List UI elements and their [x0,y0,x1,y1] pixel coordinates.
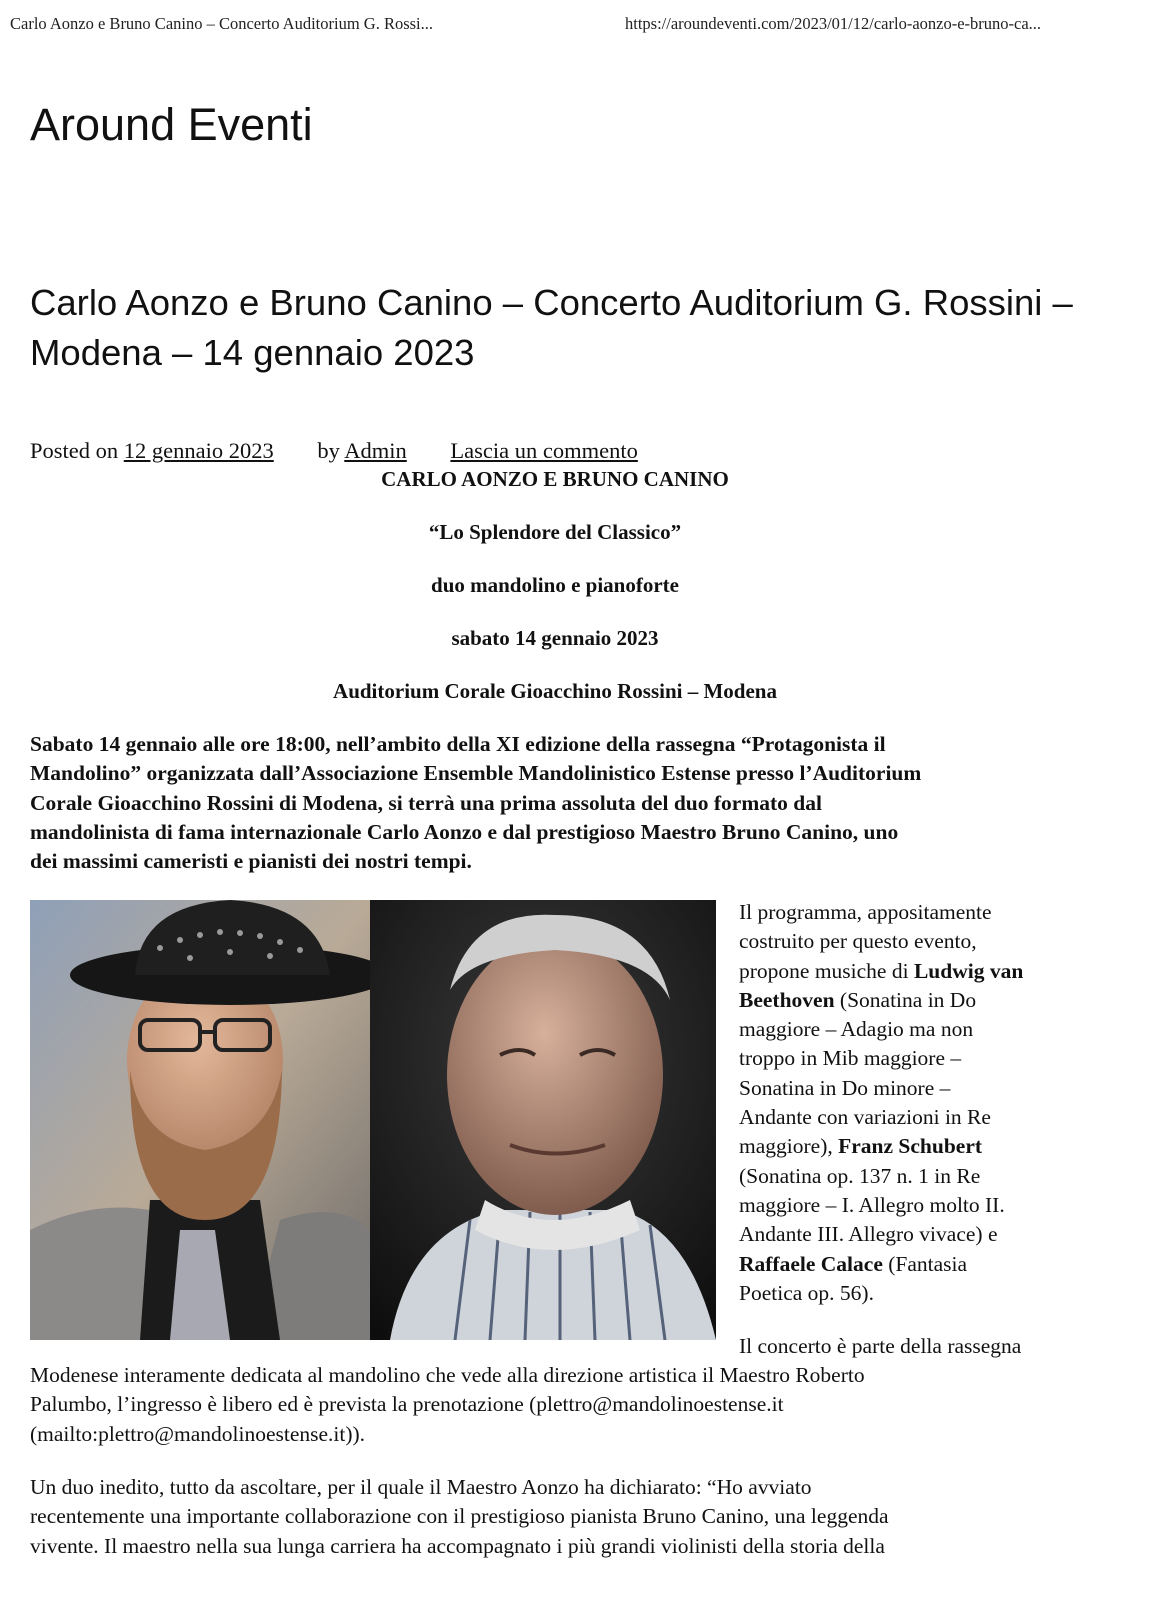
program-line: Poetica op. 56). [739,1280,874,1305]
concert-line: Modenese interamente dedicata al mandolino che vede alla direzione artistica il Maestro Roberto [30,1363,865,1387]
quote-line: Un duo inedito, tutto da ascoltare, per il quale il Maestro Aonzo ha dichiarato: “Ho avviato [30,1475,812,1499]
concert-date: sabato 14 gennaio 2023 [451,626,659,650]
performers-heading: CARLO AONZO E BRUNO CANINO [381,467,729,491]
performers-photo [30,900,716,1340]
lead-line: dei massimi cameristi e pianisti dei nostri tempi. [30,849,472,874]
post-meta [30,436,638,466]
program-line [739,1250,1099,1279]
program-line: maggiore – I. Allegro molto II. [739,1192,1005,1217]
print-header [10,14,1134,36]
concert-line: Palumbo, l’ingresso è libero ed è prevista la prenotazione (plettro@mandolinoestense.it [30,1392,784,1417]
print-header-title: Carlo Aonzo e Bruno Canino – Concerto Auditorium G. Rossi... [10,14,434,33]
lead-paragraph [30,730,1100,876]
concert-line: (mailto:plettro@mandolinoestense.it)). [30,1421,366,1446]
program-line: costruito per questo evento, [739,929,977,954]
composer-name: Ludwig van [913,958,1024,983]
concert-paragraph [30,1361,1090,1449]
composer-name: Beethoven [739,987,835,1012]
program-text: maggiore), [739,1134,839,1159]
site-title[interactable]: Around Eventi [30,99,313,150]
post-title: Carlo Aonzo e Bruno Canino – Concerto Auditorium G. Rossini – Modena – 14 gennaio 2023 [30,282,1073,373]
post-date-link[interactable]: 12 gennaio 2023 [123,438,274,463]
program-text: propone musiche di [739,958,914,983]
lead-line: Corale Gioacchino Rossini di Modena, si terrà una prima assoluta del duo formato dal [30,790,822,815]
program-line: Andante con variazioni in Re [739,1105,991,1130]
program-text: (Sonatina in Do [834,987,977,1012]
quote-paragraph [30,1473,1090,1561]
comment-link[interactable]: Lascia un commento [450,438,638,463]
lead-line: Mandolino” organizzata dall’Associazione Ensemble Mandolinistico Estense presso l’Auditorium [30,761,922,786]
composer-name: Franz Schubert [838,1134,983,1159]
program-line: Sonatina in Do minore – [739,1075,951,1100]
concert-paragraph-start: Il concerto è parte della rassegna [739,1334,1022,1358]
program-line: Andante III. Allegro vivace) e [739,1222,998,1247]
program-line [739,986,1099,1015]
program-line: (Sonatina op. 137 n. 1 in Re [739,1163,981,1188]
ensemble-type: duo mandolino e pianoforte [431,573,679,597]
program-line: troppo in Mib maggiore – [739,1046,962,1071]
quote-line: recentemente una importante collaborazione con il prestigioso pianista Bruno Canino, una leggenda [30,1504,889,1529]
author-link[interactable]: Admin [344,438,407,463]
print-header-url: https://aroundeventi.com/2023/01/12/carlo-aonzo-e-bruno-ca... [625,14,1042,33]
program-line: Il programma, appositamente [739,900,992,924]
posted-on-label: Posted on [30,438,119,463]
program-line [739,1132,1099,1161]
lead-line: mandolinista di fama internazionale Carlo Aonzo e dal prestigioso Maestro Bruno Canino, uno [30,819,899,844]
program-text: (Fantasia [882,1251,968,1276]
program-line: maggiore – Adagio ma non [739,1017,974,1042]
concert-venue: Auditorium Corale Gioacchino Rossini – Modena [333,679,777,703]
by-label: by [317,438,340,463]
program-line [739,957,1099,986]
concert-title: “Lo Splendore del Classico” [428,520,682,544]
quote-line: vivente. Il maestro nella sua lunga carriera ha accompagnato i più grandi violinisti della storia della [30,1533,885,1558]
composer-name: Raffaele Calace [739,1251,883,1276]
program-paragraph [739,898,1099,1308]
lead-line: Sabato 14 gennaio alle ore 18:00, nell’ambito della XI edizione della rassegna “Protagonista il [30,732,886,756]
